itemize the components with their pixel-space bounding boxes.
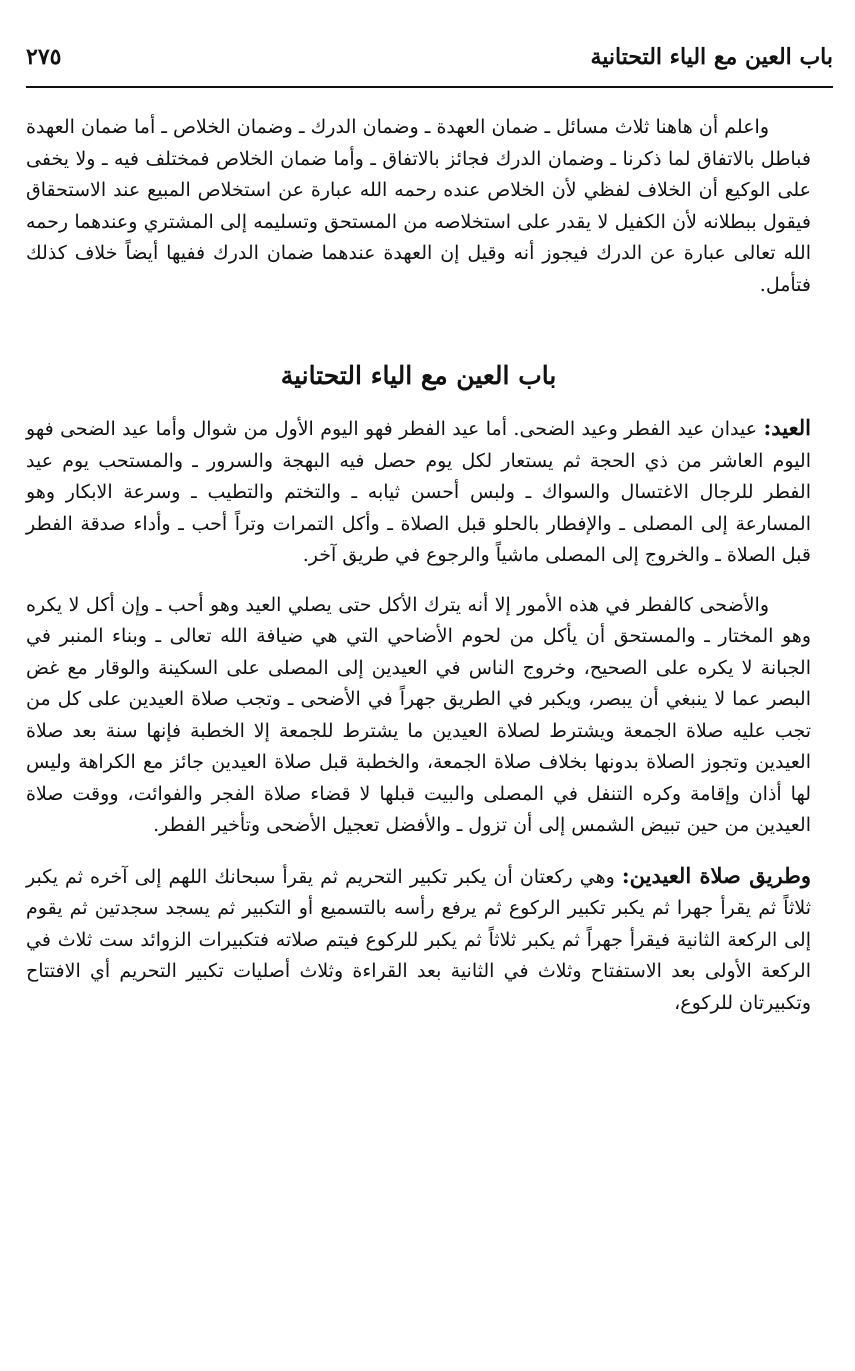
page-content	[26, 112, 811, 1019]
adha-paragraph: والأضحى كالفطر في هذه الأمور إلا أنه يترك الأكل حتى يصلي العيد وهو أحب ـ وإن أكل لا يكره وهو المختار ـ والمستحق أن يأكل من لحوم الأضاحي التي هي ضيافة الله تعالى ـ وبناء المنبر في الجبانة لا يكره على الصحيح، وخروج الناس في العيدين إلى المصلى على السكينة والوقار مع غض البصر عما لا ينبغي أن يبصر، ويكبر في الطريق جهراً في الأضحى ـ وتجب صلاة العيدين على كل من تجب عليه صلاة الجمعة ويشترط لصلاة العيدين ما يشترط للجمعة إلا الخطبة فإنها سنة بعد صلاة العيدين وتجوز الصلاة بدونها بخلاف صلاة الجمعة، والخطبة قبل صلاة العيدين جائز مع الكراهة وليس لها أذان وإقامة وكره التنفل في المصلى والبيت قبلها لا قضاء صلاة الفجر والفوائت، ووقت صلاة العيدين من حين تبيض الشمس إلى أن تزول ـ والأفضل تعجيل الأضحى وتأخير الفطر.	[26, 593, 811, 836]
entry-method-term: وطريق صلاة العيدين:	[621, 862, 811, 888]
page-number: ٢٧٥	[26, 44, 62, 70]
running-header	[26, 36, 833, 88]
header-title: باب العين مع الياء التحتانية	[590, 44, 833, 70]
entry-eid	[26, 412, 811, 572]
entry-method-text: وهي ركعتان أن يكبر تكبير التحريم ثم يقرأ سبحانك اللهم إلى آخره ثم يكبر ثلاثاً ثم يقرأ جهرا ثم يكبر تكبير الركوع ثم يرفع رأسه بالتسميع أو التكبير ثم يسجد سجدتين ثم يقوم إلى الركعة الثانية فيقرأ جهراً ثم يكبر ثلاثاً ثم يكبر للركوع فيتم صلاته فتكبيرات الزوائد ست ثلاث في الركعة الأولى بعد الاستفتاح وثلاث في الثانية بعد القراءة وثلاث أصليات تكبير التحريم أي الافتتاح وتكبيرتان للركوع،	[26, 865, 811, 1014]
entry-method	[26, 860, 811, 1020]
section-heading: باب العين مع الياء التحتانية	[280, 361, 557, 390]
entry-eid-text: عيدان عيد الفطر وعيد الضحى. أما عيد الفطر فهو اليوم الأول من شوال وأما عيد الضحى فهو اليوم العاشر من ذي الحجة ثم يستعار لكل يوم حصل فيه البهجة والسرور ـ والمستحب يوم عيد الفطر للرجال الاغتسال والسواك ـ ولبس أحسن ثيابه ـ والتختم والتطيب ـ وسرعة الابكار وهو المسارعة إلى المصلى ـ والإفطار بالحلو قبل الصلاة ـ وأكل التمرات وتراً أحب ـ وأداء صدقة الفطر قبل الصلاة ـ والخروج إلى المصلى ماشياً والرجوع في طريق آخر.	[26, 418, 811, 566]
paragraph-gap	[26, 572, 811, 590]
intro-paragraph: واعلم أن هاهنا ثلاث مسائل ـ ضمان العهدة ـ وضمان الدرك ـ وضمان الخلاص ـ أما ضمان العهدة فباطل بالاتفاق لما ذكرنا ـ وضمان الدرك فجائز بالاتفاق ـ وأما ضمان الخلاص فمختلف فيه ـ ولا يخفى على الوكيع أن الخلاف لفظي لأن الخلاص عنده رحمه الله عبارة عن استخلاص المبيع عند الاستحقاق فيقول ببطلانه لأن الكفيل لا يقدر على استخلاصه من المستحق وتسليمه إلى المشتري وعندهما رحمه الله تعالى عبارة عن الدرك فيجوز أنه وقيل إن العهدة عندهما ضمان الدرك ففيها أيضاً خلاف كذلك فتأمل.	[26, 116, 811, 296]
entry-eid-term: العيد:	[763, 415, 811, 440]
paragraph-gap	[26, 842, 811, 860]
